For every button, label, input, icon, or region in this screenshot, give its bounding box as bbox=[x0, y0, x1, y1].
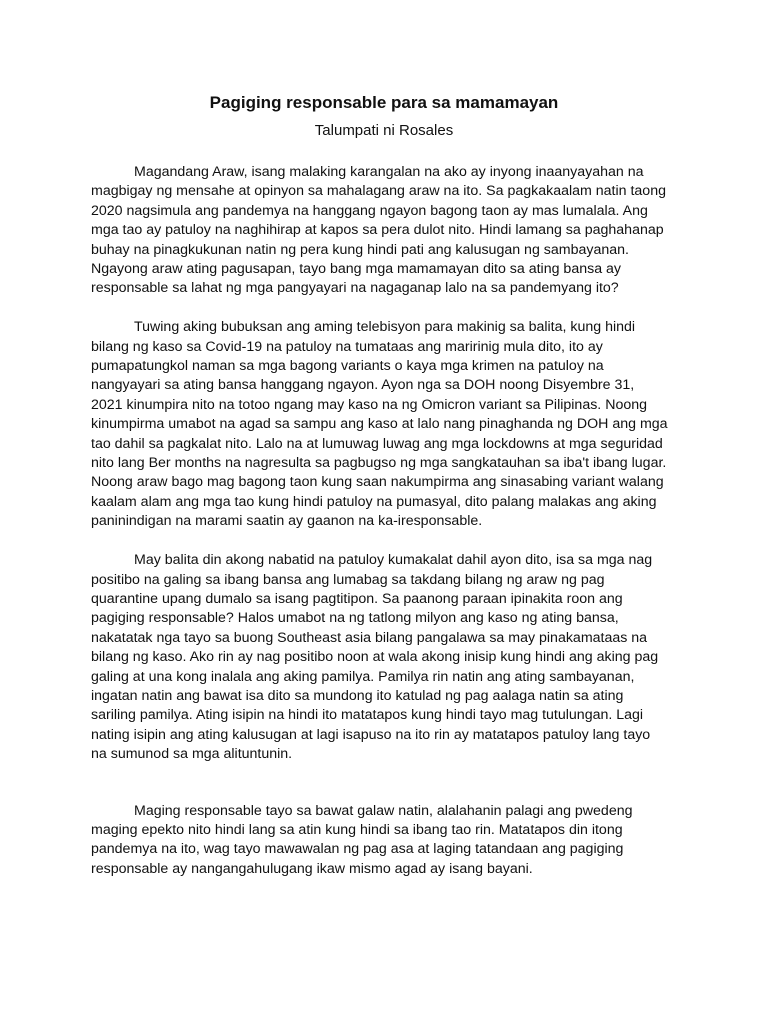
paragraph-line: tao dahil sa pagkalat nito. Lalo na at lumuwag luwag ang mga lockdowns at mga seguridad bbox=[91, 435, 663, 452]
paragraph-line: quarantine upang dumalo sa isang pagtitipon. Sa paanong paraan ipinakita roon ang bbox=[91, 590, 623, 607]
paragraph-line: bilang ng kaso sa Covid-19 na patuloy na tumataas ang maririnig mula dito, ito ay bbox=[91, 338, 603, 355]
paragraph-4 bbox=[91, 802, 691, 880]
paragraph-line: pumapatungkol naman sa mga bagong variants o kaya mga krimen na patuloy na bbox=[91, 358, 604, 375]
paragraph-line: nakatatak nga tayo sa buong Southeast asia bilang pangalawa sa may pinakamataas na bbox=[91, 629, 648, 646]
paragraph-line: responsable sa lahat ng mga pangyayari na nagaganap lalo na sa pandemyang ito? bbox=[91, 280, 619, 297]
paragraph-line: bilang ng kaso. Ako rin ay nag positibo noon at wala akong inisip kung hindi ang aking pag bbox=[91, 649, 659, 666]
paragraph-line: nating isipin ang ating kalusugan at lagi isapuso na ito rin ay matatapos patuloy lang tayo bbox=[91, 726, 651, 743]
paragraph-3 bbox=[91, 551, 691, 764]
paragraph-line: 2020 nagsimula ang pandemya na hanggang ngayon bagong taon ay mas lumalala. Ang bbox=[91, 202, 648, 219]
paragraph-line: Maging responsable tayo sa bawat galaw natin, alalahanin palagi ang pwedeng bbox=[134, 802, 633, 819]
paragraph-1 bbox=[91, 163, 691, 299]
paragraph-line: 2021 kinumpira nito na totoo ngang may kaso na ng Omicron variant sa Pilipinas. Noong bbox=[91, 396, 648, 413]
paragraph-line: pagiging responsable? Halos umabot na ng tatlong milyon ang kaso ng ating bansa, bbox=[91, 610, 619, 627]
paragraph-line: Tuwing aking bubuksan ang aming telebisyon para makinig sa balita, kung hindi bbox=[134, 319, 636, 336]
paragraph-line: Ngayong araw ating pagusapan, tayo bang mga mamamayan dito sa ating bansa ay bbox=[91, 261, 622, 278]
paragraph-2 bbox=[91, 318, 691, 531]
paragraph-line: May balita din akong nabatid na patuloy kumakalat dahil ayon dito, isa sa mga nag bbox=[134, 552, 653, 569]
page-title: Pagiging responsable para sa mamamayan bbox=[209, 93, 559, 112]
paragraph-line: nangyayari sa ating bansa hanggang ngayon. Ayon nga sa DOH noong Disyembre 31, bbox=[91, 377, 635, 394]
paragraph-line: kaalam alam ang mga tao kung hindi patuloy na pumasyal, dito palang malakas ang aking bbox=[91, 493, 657, 510]
paragraph-line: Magandang Araw, isang malaking karangalan na ako ay inyong inaanyayahan na bbox=[134, 164, 644, 180]
paragraph-spacer bbox=[91, 765, 691, 802]
paragraph-line: ingatan natin ang bawat isa dito sa mundong ito katulad ng pag aalaga natin sa ating bbox=[91, 687, 624, 704]
paragraph-line: sariling pamilya. Ating isipin na hindi ito matatapos kung hindi tayo mag tutulungan. Lagi bbox=[91, 707, 644, 724]
paragraph-line: magbigay ng mensahe at opinyon sa mahalagang araw na ito. Sa pagkakaalam natin taong bbox=[91, 183, 666, 200]
paragraph-line: pandemya na ito, wag tayo mawawalan ng pag asa at laging tatandaan ang pagiging bbox=[91, 841, 624, 858]
paragraph-line: responsable ay nangangahulugang ikaw mismo agad ay isang bayani. bbox=[91, 860, 533, 877]
paragraph-line: maging epekto nito hindi lang sa atin kung hindi sa ibang tao rin. Matatapos din itong bbox=[91, 821, 623, 838]
speech-body bbox=[91, 163, 691, 879]
paragraph-spacer bbox=[91, 299, 691, 318]
page-subtitle: Talumpati ni Rosales bbox=[314, 122, 454, 139]
paragraph-line: kinumpirma umabot na agad sa sampu ang kaso at lalo nang pinaghanda ng DOH ang mga bbox=[91, 416, 668, 433]
paragraph-line: Noong araw bago mag bagong taon kung saan nakumpirma ang sinasabing variant walang bbox=[91, 474, 664, 491]
paragraph-line: nito lang Ber months na nagresulta sa pagbugso ng mga sangkatauhan sa iba't ibang lugar. bbox=[91, 455, 667, 472]
paragraph-line: galing at una kong inalala ang aking pamilya. Pamilya rin natin ang ating sambayanan, bbox=[91, 668, 635, 685]
paragraph-line: mga tao ay patuloy na naghihirap at kapos sa pera dulot nito. Hindi lamang sa paghahanap bbox=[91, 222, 664, 239]
paragraph-spacer bbox=[91, 532, 691, 551]
paragraph-line: paninindigan na marami saatin ay gaanon na ka-iresponsable. bbox=[91, 513, 483, 530]
paragraph-line: positibo na galing sa ibang bansa ang lumabag sa takdang bilang ng araw ng pag bbox=[91, 571, 605, 588]
paragraph-line: buhay na pinagkukunan natin ng pera kung hindi pati ang kalusugan ng sambayanan. bbox=[91, 241, 629, 258]
paragraph-line: na sumunod sa mga alituntunin. bbox=[91, 746, 293, 763]
